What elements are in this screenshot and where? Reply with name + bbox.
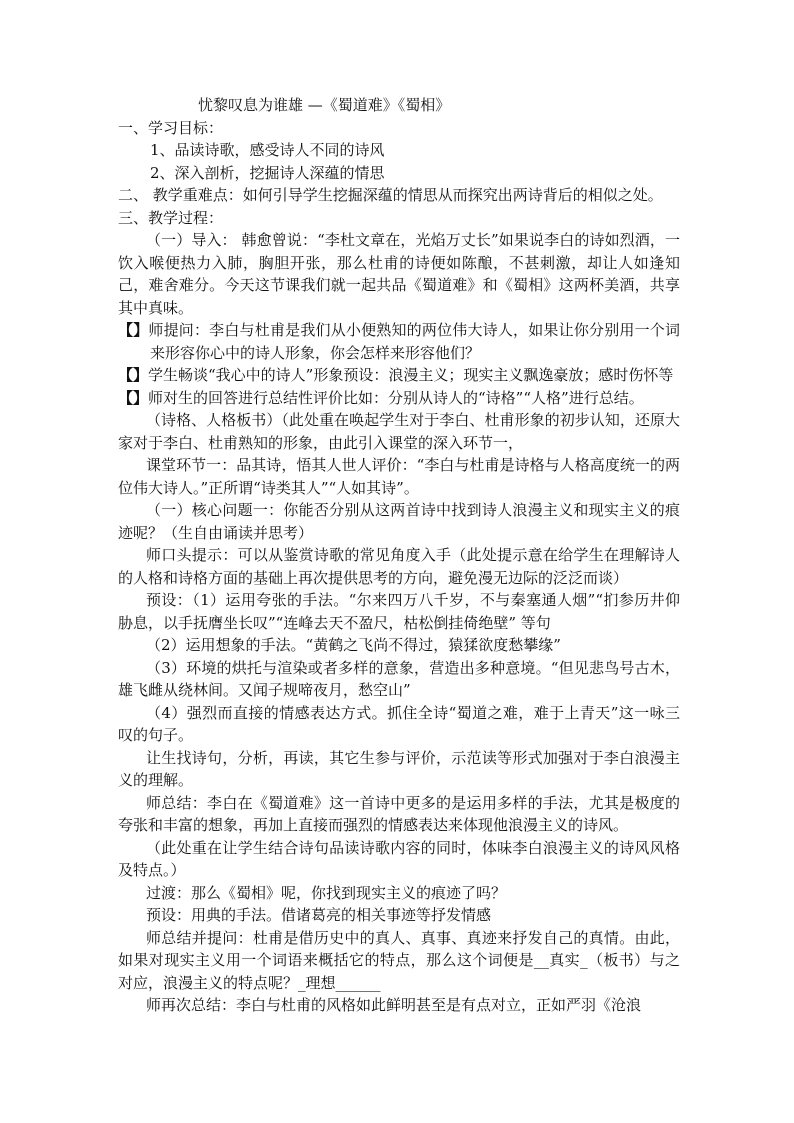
bracket-item-text: 学生畅谈“我心中的诗人”形象预设：浪漫主义；现实主义飘逸豪放；感时伤怀等 (148, 366, 674, 384)
bracket-item-text: 师提问：李白与杜甫是我们从小便熟知的两位伟大诗人，如果让你分别用一个词来形容你心中的诗人形象，你会怎样来形容他们？ (148, 321, 680, 362)
paragraph-intro: （一）导入： 韩愈曾说：“李杜文章在，光焰万丈长”如果说李白的诗如烈酒，一饮入喉便热力入肺，胸胆开张，那么杜甫的诗便如陈酿，不甚刺激，却让人如逢知己，难舍难分。今天这节课我们就一起共品《蜀道难》和《蜀相》这两杯美酒，共享其中真味。 (118, 231, 680, 317)
document-title: 忧黎叹息为谁雄 —《蜀道难》《蜀相》 (198, 96, 451, 114)
paragraph-preset-1: 预设：（1）运用夸张的手法。“尔来四万八千岁，不与秦塞通人烟”“扪参历井仰胁息，以手抚膺坐长叹”“连峰去天不盈尺，枯松倒挂倚绝壁” 等句 (118, 591, 680, 632)
section-heading-process: 三、教学过程： (118, 208, 224, 227)
paragraph-transition: 过渡：那么《蜀相》呢，你找到现实主义的痕迹了吗？ (146, 883, 507, 902)
section-heading-key-points: 二、 教学重难点：如何引导学生挖掘深蕴的情思从而探究出两诗背后的相似之处。 (118, 186, 663, 204)
bracket-mark: 【】 (118, 366, 149, 384)
bracket-item-teacher-summary (118, 387, 680, 410)
paragraph-preset-4: （4）强烈而直接的情感表达方式。抓住全诗“蜀道之难，难于上青天”这一咏三叹的句子。 (118, 703, 680, 744)
document-page (118, 94, 680, 1017)
paragraph-final-summary: 师再次总结：李白与杜甫的风格如此鲜明甚至是有点对立，正如严羽《沧浪 (146, 996, 642, 1014)
bracket-mark: 【】 (118, 321, 149, 339)
paragraph-summary-du-fu: 师总结并提问：杜甫是借历史中的真人、真事、真迹来抒发自己的真情。由此，如果对现实主义用一个词语来概括它的特点，那么这个词便是__真实_（板书）与之对应，浪漫主义的特点呢？_理想______ (118, 928, 680, 992)
goal-item-2: 2、深入剖析，挖掘诗人深蕴的情思 (150, 163, 385, 182)
bracket-mark: 【】 (118, 388, 149, 407)
paragraph-segment-one: 课堂环节一：品其诗，悟其人世人评价：“李白与杜甫是诗格与人格高度统一的两位伟大诗人。”正所谓“诗类其人”“人如其诗”。 (118, 456, 680, 497)
paragraph-activity: 让生找诗句，分析，再读，其它生参与评价，示范读等形式加强对于李白浪漫主义的理解。 (118, 748, 680, 789)
section-heading-goals: 一、学习目标： (118, 118, 224, 137)
bracket-item-text: 师对生的回答进行总结性评价比如：分别从诗人的“诗格”“人格”进行总结。 (148, 388, 644, 407)
paragraph-summary-li-bai: 师总结：李白在《蜀道难》这一首诗中更多的是运用多样的手法，尤其是极度的夸张和丰富的想象，再加上直接而强烈的情感表达来体现他浪漫主义的诗风。 (118, 793, 680, 834)
bracket-item-teacher-question (118, 319, 680, 364)
paragraph-preset-2: （2）运用想象的手法。“黄鹤之飞尚不得过，猿猱欲度愁攀缘” (146, 636, 561, 654)
paragraph-teacher-hint: 师口头提示：可以从鉴赏诗歌的常见角度入手（此处提示意在给学生在理解诗人的人格和诗格方面的基础上再次提供思考的方向，避免漫无边际的泛泛而谈） (118, 546, 680, 587)
goal-item-1: 1、品读诗歌，感受诗人不同的诗风 (150, 141, 385, 159)
paragraph-preset-3: （3）环境的烘托与渲染或者多样的意象，营造出多种意境。“但见悲鸟号古木，雄飞雌从绕林间。又闻子规啼夜月，愁空山” (118, 658, 680, 699)
paragraph-core-question: （一）核心问题一：你能否分别从这两首诗中找到诗人浪漫主义和现实主义的痕迹呢？（生自由诵读并思考） (118, 501, 680, 542)
bracket-item-student-talk (118, 364, 680, 387)
paragraph-preset-allusion: 预设：用典的手法。借诸葛亮的相关事迹等抒发情感 (146, 906, 492, 924)
paragraph-board-note: （诗格、人格板书）（此处重在唤起学生对于李白、杜甫形象的初步认知，还原大家对于李白、杜甫熟知的形象，由此引入课堂的深入环节一， (118, 411, 680, 452)
paragraph-note-romanticism: （此处重在让学生结合诗句品读诗歌内容的同时，体味李白浪漫主义的诗风风格及特点。） (118, 838, 680, 879)
